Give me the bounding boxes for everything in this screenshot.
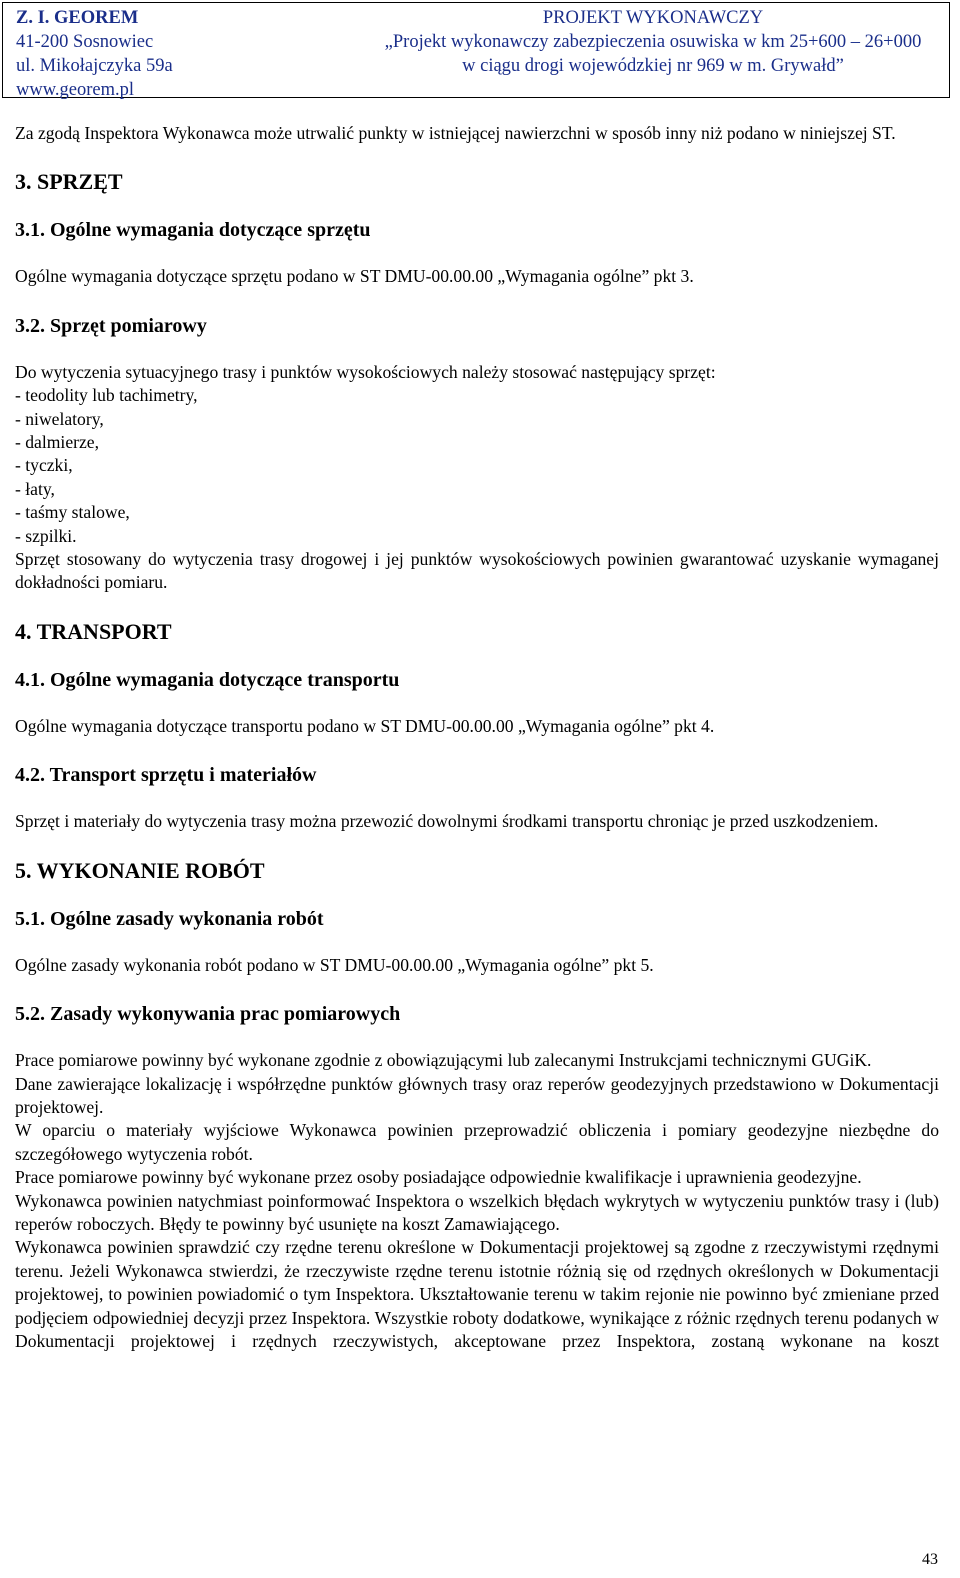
section-5-1-heading: 5.1. Ogólne zasady wykonania robót: [15, 907, 324, 930]
list-item: - tyczki,: [15, 455, 73, 476]
section-3-2-closing: Sprzęt stosowany do wytyczenia trasy drogowej i jej punktów wysokościowych powinien gwarantować uzyskanie wymaganej dokładności pomiaru.: [15, 549, 939, 593]
company-street: ul. Mikołajczyka 59a: [16, 56, 173, 76]
section-3-2-heading: 3.2. Sprzęt pomiarowy: [15, 314, 207, 337]
list-item: - dalmierze,: [15, 432, 100, 453]
section-3-2-lead: Do wytyczenia sytuacyjnego trasy i punktów wysokościowych należy stosować następujący sprzęt:: [15, 361, 716, 382]
project-location: w ciągu drogi wojewódzkiej nr 969 w m. Grywałd”: [462, 56, 844, 76]
section-3-1-heading: 3.1. Ogólne wymagania dotyczące sprzętu: [15, 219, 371, 242]
section-5-2-paragraph: W oparciu o materiały wyjściowe Wykonawca powinien przeprowadzić obliczenia i pomiary geodezyjne niezbędne do szczegółowego wytyczenia robót.: [15, 1120, 939, 1164]
section-4-1-text: Ogólne wymagania dotyczące transportu podano w ST DMU-00.00.00 „Wymagania ogólne” pkt 4.: [15, 715, 715, 736]
section-4-2-heading: 4.2. Transport sprzętu i materiałów: [15, 764, 317, 787]
project-block: [363, 6, 943, 78]
project-title: „Projekt wykonawczy zabezpieczenia osuwiska w km 25+600 – 26+000: [384, 32, 922, 52]
list-item: - szpilki.: [15, 525, 77, 546]
list-item: - teodolity lub tachimetry,: [15, 385, 198, 406]
doc-type: PROJEKT WYKONAWCZY: [542, 8, 764, 28]
section-5-2-paragraph: Prace pomiarowe powinny być wykonane przez osoby posiadające odpowiednie kwalifikacje i uprawnienia geodezyjne.: [15, 1167, 862, 1188]
section-5-heading: 5. WYKONANIE ROBÓT: [15, 857, 265, 883]
section-3-1-text: Ogólne wymagania dotyczące sprzętu podano w ST DMU-00.00.00 „Wymagania ogólne” pkt 3.: [15, 266, 694, 287]
company-block: [16, 6, 173, 102]
section-5-2-paragraph: Wykonawca powinien natychmiast poinformować Inspektora o wszelkich błędach wykrytych w wytyczeniu punktów trasy i (lub) reperów roboczych. Błędy te powinny być usunięte na koszt Zamawiającego.: [15, 1190, 939, 1234]
company-name: Z. I. GEOREM: [16, 8, 139, 28]
section-4-1-heading: 4.1. Ogólne wymagania dotyczące transportu: [15, 668, 400, 691]
company-website: www.georem.pl: [16, 80, 134, 100]
company-city: 41-200 Sosnowiec: [16, 32, 154, 52]
page-number: 43: [922, 1551, 938, 1568]
equipment-list: [15, 384, 939, 548]
intro-paragraph: Za zgodą Inspektora Wykonawca może utrwalić punkty w istniejącej nawierzchni w sposób inny niż podano w niniejszej ST.: [15, 123, 896, 143]
section-4-heading: 4. TRANSPORT: [15, 618, 172, 644]
section-5-2-paragraph: Wykonawca powinien sprawdzić czy rzędne terenu określone w Dokumentacji projektowej są zgodne z rzeczywistymi rzędnymi terenu. Jeżeli Wykonawca stwierdzi, że rzeczywiste rzędne terenu istotnie różnią się od rzędnych określonych w Dokumentacji projektowej, to powinien powiadomić o tym Inspektora. Ukształtowanie terenu w takim rejonie nie powinno być zmieniane przed podjęciem odpowiedniej decyzji przez Inspektora. Wszystkie roboty dodatkowe, wynikające z różnic rzędnych terenu podanych w Dokumentacji projektowej i rzędnych rzeczywistych, akceptowane przez Inspektora, zostaną wykonane na koszt: [15, 1237, 939, 1351]
page-header: [2, 2, 950, 98]
section-3-heading: 3. SPRZĘT: [15, 169, 123, 195]
section-5-2-paragraph: Prace pomiarowe powinny być wykonane zgodnie z obowiązującymi lub zalecanymi Instrukcjami technicznymi GUGiK.: [15, 1050, 872, 1071]
list-item: - łaty,: [15, 478, 55, 499]
list-item: - niwelatory,: [15, 408, 104, 429]
section-5-1-text: Ogólne zasady wykonania robót podano w ST DMU-00.00.00 „Wymagania ogólne” pkt 5.: [15, 954, 654, 975]
document-body: [15, 122, 939, 1353]
section-5-2-paragraph: Dane zawierające lokalizację i współrzędne punktów głównych trasy oraz reperów geodezyjnych przedstawiono w Dokumentacji projektowej.: [15, 1073, 939, 1117]
section-5-2-heading: 5.2. Zasady wykonywania prac pomiarowych: [15, 1003, 401, 1026]
section-4-2-text: Sprzęt i materiały do wytyczenia trasy można przewozić dowolnymi środkami transportu chroniąc je przed uszkodzeniem.: [15, 811, 879, 832]
list-item: - taśmy stalowe,: [15, 502, 130, 523]
